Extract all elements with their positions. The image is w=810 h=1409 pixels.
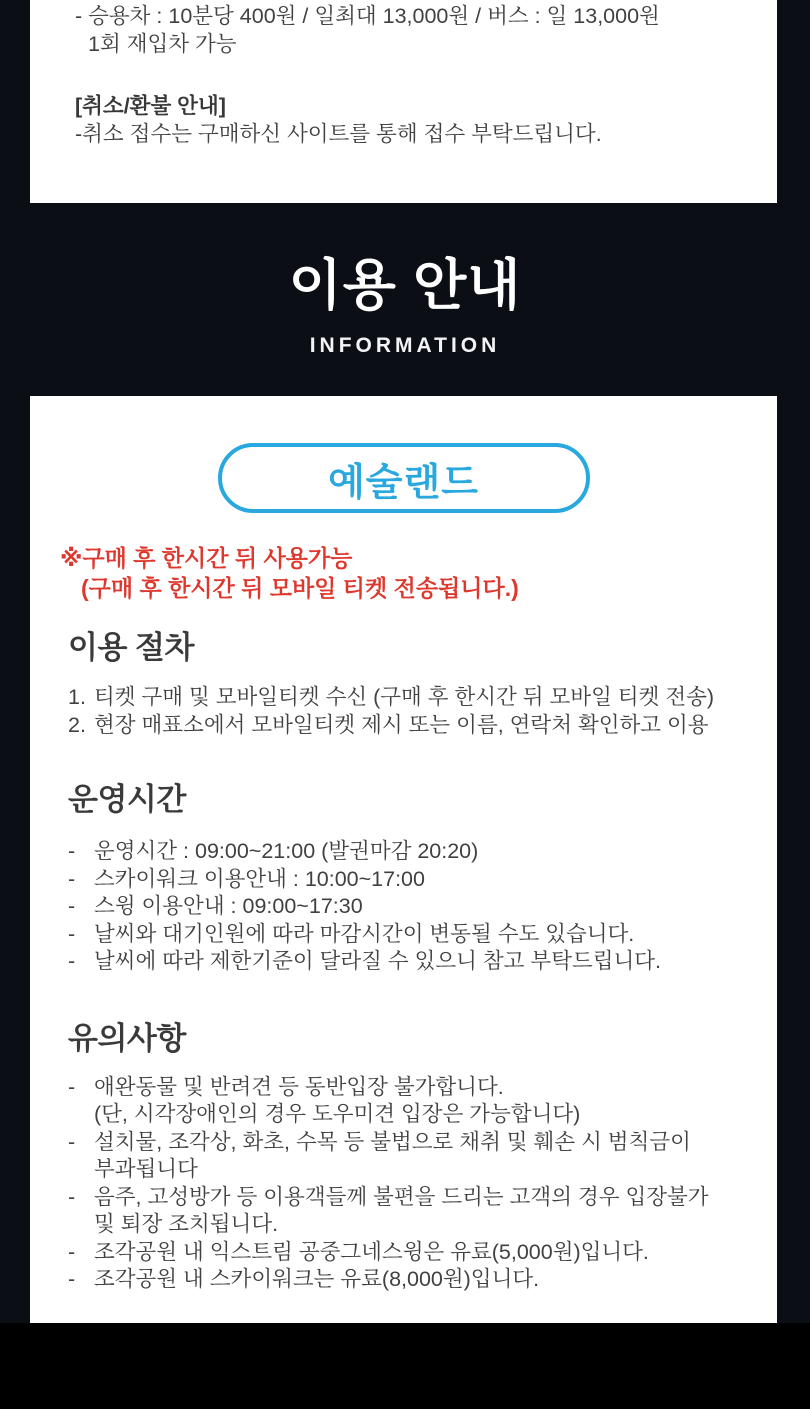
list-item-text: 티켓 구매 및 모바일티켓 수신 (구매 후 한시간 뒤 모바일 티켓 전송)	[94, 685, 715, 709]
purchase-notice-line2: (구매 후 한시간 뒤 모바일 티켓 전송됩니다.)	[81, 574, 519, 601]
list-item-marker: -	[68, 921, 76, 946]
list-item-text: 날씨에 따라 제한기준이 달라질 수 있으니 참고 부탁드립니다.	[94, 949, 662, 973]
usage-guide-card	[30, 396, 777, 1323]
list-item-text: 스윙 이용안내 : 09:00~17:30	[94, 894, 363, 918]
list-item-marker	[68, 1211, 94, 1239]
cautions-list	[68, 1074, 739, 1294]
heading-usage-steps: 이용 절차	[68, 630, 194, 665]
parking-refund-card	[30, 0, 777, 203]
heading-cautions: 유의사항	[68, 1020, 186, 1056]
list-item-text: 날씨와 대기인원에 따라 마감시간이 변동될 수도 있습니다.	[94, 921, 635, 946]
list-item	[68, 712, 739, 740]
list-item-text: 현장 매표소에서 모바일티켓 제시 또는 이름, 연락처 확인하고 이용	[94, 712, 709, 737]
section-header-band	[0, 203, 810, 396]
usage-steps-list	[68, 684, 739, 739]
list-item	[68, 893, 739, 921]
refund-notice-line: -취소 접수는 구매하신 사이트를 통해 접수 부탁드립니다.	[75, 122, 602, 146]
list-item-marker	[68, 1156, 94, 1184]
purchase-notice	[60, 544, 739, 603]
list-item-marker: -	[68, 839, 76, 863]
list-item-marker: -	[68, 1239, 76, 1264]
parking-fee-line: - 승용차 : 10분당 400원 / 일최대 13,000원 / 버스 : 일 13,000원	[75, 4, 660, 28]
list-item-text: 조각공원 내 익스트림 공중그네스윙은 유료(5,000원)입니다.	[94, 1239, 649, 1264]
list-item-text: 및 퇴장 조치됩니다.	[94, 1212, 279, 1236]
list-item	[68, 1184, 739, 1212]
list-item-marker: -	[68, 866, 76, 891]
list-item-text: 스카이워크 이용안내 : 10:00~17:00	[94, 866, 425, 891]
list-item-text: 부과됩니다	[94, 1157, 198, 1181]
list-item-marker: -	[68, 1184, 76, 1209]
list-item	[68, 1074, 739, 1102]
purchase-notice-line1: ※구매 후 한시간 뒤 사용가능	[60, 545, 353, 571]
list-item-marker: 1.	[68, 685, 86, 709]
list-item-marker: -	[68, 949, 76, 973]
list-item	[68, 948, 739, 976]
list-item-text: 설치물, 조각상, 화초, 수목 등 불법으로 채취 및 훼손 시 범칙금이	[94, 1129, 691, 1154]
list-item-text: (단, 시각장애인의 경우 도우미견 입장은 가능합니다)	[94, 1102, 581, 1126]
list-item	[68, 838, 739, 866]
footer-band	[0, 1323, 810, 1409]
list-item-marker: -	[68, 1267, 76, 1291]
heading-operating-hours: 운영시간	[68, 782, 186, 817]
list-item-text: 음주, 고성방가 등 이용객들께 불편을 드리는 고객의 경우 입장불가	[94, 1184, 709, 1209]
refund-notice-title: [취소/환불 안내]	[75, 94, 226, 118]
operating-hours-list	[68, 838, 739, 976]
list-item-marker: -	[68, 894, 76, 918]
list-item	[68, 1156, 739, 1184]
list-item	[68, 1266, 739, 1294]
list-item	[68, 1239, 739, 1267]
reentry-line: 1회 재입차 가능	[88, 32, 237, 56]
list-item	[68, 1211, 739, 1239]
list-item-marker: -	[68, 1074, 76, 1099]
venue-badge-label: 예술랜드	[328, 461, 479, 504]
list-item	[68, 684, 739, 712]
list-item	[68, 1101, 739, 1129]
list-item-marker	[68, 1101, 94, 1129]
list-item-text: 애완동물 및 반려견 등 동반입장 불가합니다.	[94, 1074, 504, 1099]
list-item	[68, 1129, 739, 1157]
list-item-marker: 2.	[68, 712, 86, 737]
list-item	[68, 921, 739, 949]
venue-badge	[218, 443, 590, 513]
list-item	[68, 866, 739, 894]
page-title: 이용 안내	[288, 254, 522, 316]
list-item-marker: -	[68, 1129, 76, 1154]
list-item-text: 조각공원 내 스카이워크는 유료(8,000원)입니다.	[94, 1267, 540, 1291]
list-item-text: 운영시간 : 09:00~21:00 (발권마감 20:20)	[94, 839, 479, 863]
page-subtitle: INFORMATION	[309, 334, 501, 357]
